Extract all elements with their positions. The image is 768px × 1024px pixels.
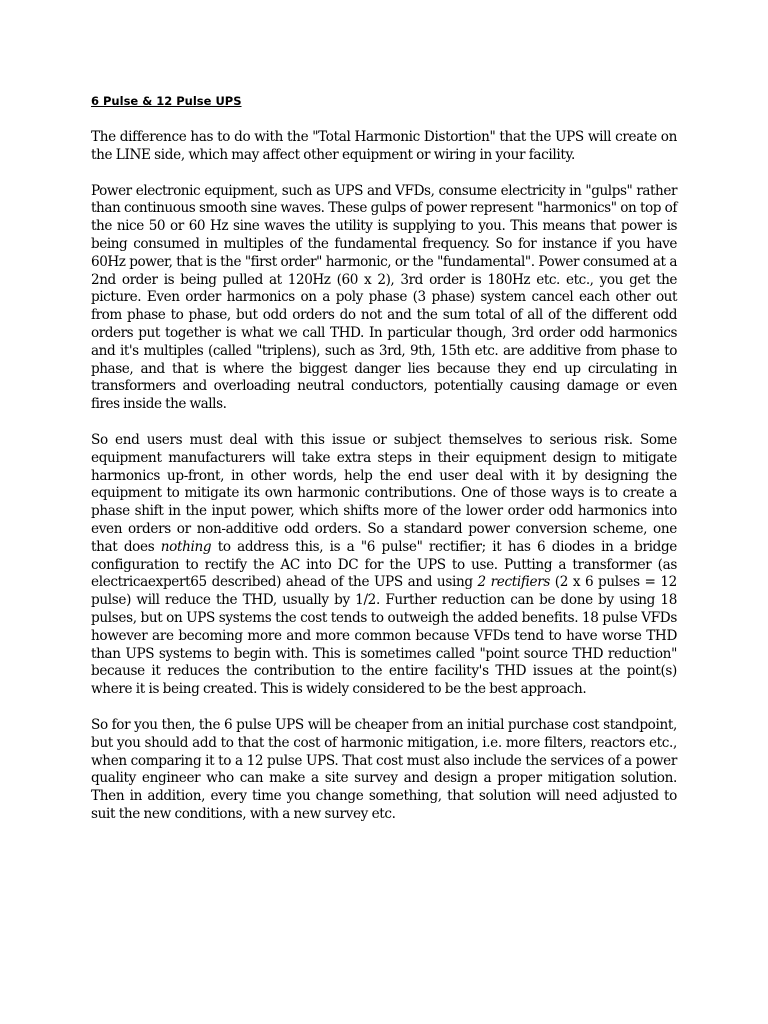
paragraph-conclusion: So for you then, the 6 pulse UPS will be cheaper from an initial purchase cost standpoint, but you should add to that the cost of harmonic mitigation, i.e. more filters, reactors etc., when comparing it to a 12 pulse UPS. That cost must also include the services of a power quality engineer who can make a site survey and design a proper mitigation solution. Then in addition, every time you change something, that solution will need adjusted to suit the new conditions, with a new survey etc. bbox=[91, 716, 677, 822]
emphasis-nothing: nothing bbox=[160, 538, 212, 555]
paragraph-mitigation-text-2: to address this, is a "6 pulse" rectifier; it has 6 diodes in a bridge configuration to rectify the AC into DC for the UPS to use. Putting a transformer (as electricaexpert65 described) ahead of the UPS and using bbox=[91, 538, 677, 591]
paragraph-mitigation-text-3: (2 x 6 pulses = 12 pulse) will reduce the THD, usually by 1/2. Further reduction can be done by using 18 pulses, but on UPS systems the cost tends to outweigh the added benefits. 18 pulse VFDs however are becoming more and more common because VFDs tend to have worse THD than UPS systems to begin with. This is sometimes called "point source THD reduction" because it reduces the contribution to the entire facility's THD issues at the point(s) where it is being created. This is widely considered to be the best approach. bbox=[91, 574, 677, 698]
emphasis-2-rectifiers: 2 rectifiers bbox=[477, 574, 550, 591]
paragraph-mitigation bbox=[91, 432, 677, 699]
document-title: 6 Pulse & 12 Pulse UPS bbox=[91, 94, 242, 108]
document-page bbox=[91, 92, 677, 842]
paragraph-harmonics: Power electronic equipment, such as UPS and VFDs, consume electricity in "gulps" rather than continuous smooth sine waves. These gulps of power represent "harmonics" on top of the nice 50 or 60 Hz sine waves the utility is supplying to you. This means that power is being consumed in multiples of the fundamental frequency. So for instance if you have 60Hz power, that is the "first order" harmonic, or the "fundamental". Power consumed at a 2nd order is being pulled at 120Hz (60 x 2), 3rd order is 180Hz etc. etc., you get the picture. Even order harmonics on a poly phase (3 phase) system cancel each other out from phase to phase, but odd orders do not and the sum total of all of the different odd orders put together is what we call THD. In particular though, 3rd order odd harmonics and it's multiples (called "triplens), such as 3rd, 9th, 15th etc. are additive from phase to phase, and that is where the biggest danger lies because they end up circulating in transformers and overloading neutral conductors, potentially causing damage or even fires inside the walls. bbox=[91, 182, 677, 413]
paragraph-intro: The difference has to do with the "Total Harmonic Distortion" that the UPS will create on the LINE side, which may affect other equipment or wiring in your facility. bbox=[91, 129, 677, 163]
paragraph-mitigation-text-1: So end users must deal with this issue or subject themselves to serious risk. Some equipment manufacturers will take extra steps in their equipment design to mitigate harmonics up-front, in other words, help the end user deal with it by designing the equipment to mitigate its own harmonic contributions. One of those ways is to create a phase shift in the input power, which shifts more of the lower order odd harmonics into even orders or non-additive odd orders. So a standard power conversion scheme, one that does bbox=[91, 431, 677, 555]
